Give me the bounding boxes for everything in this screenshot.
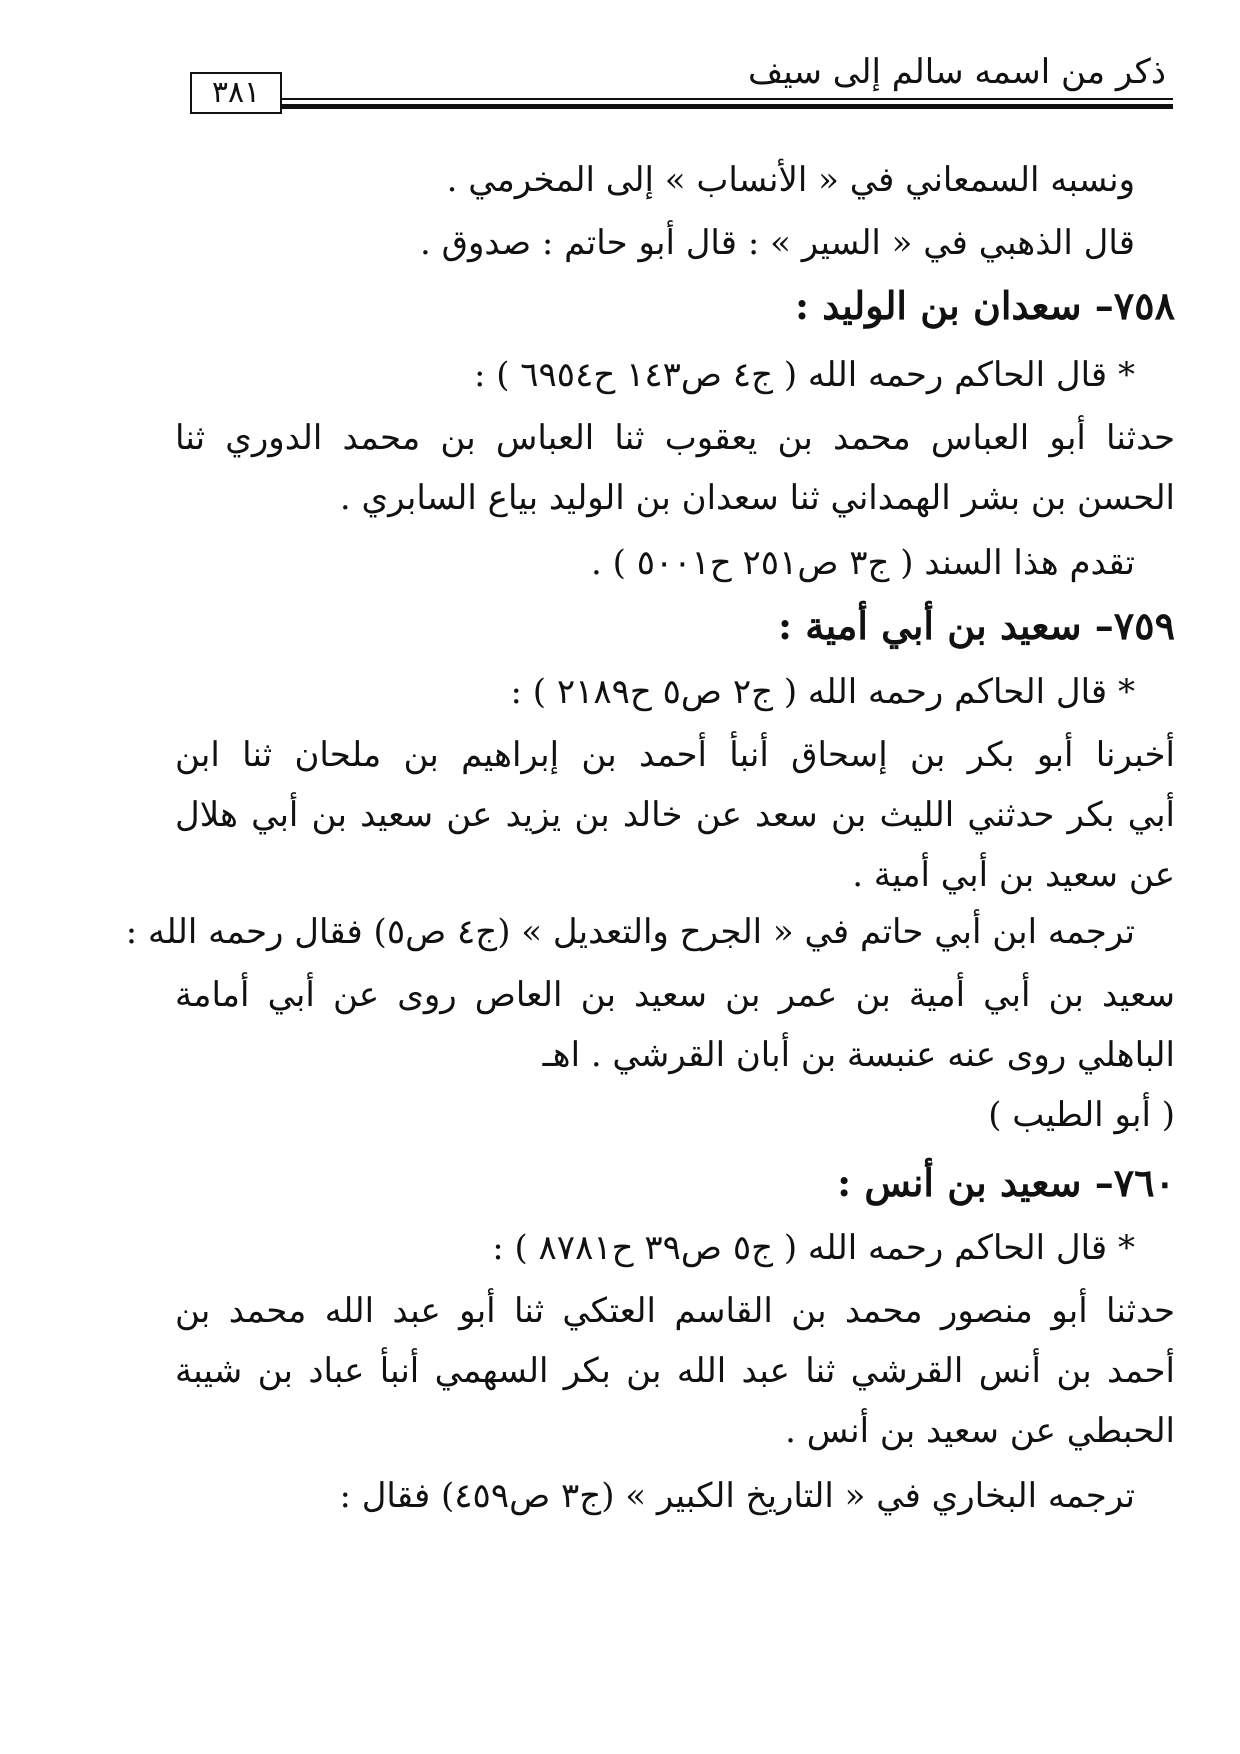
- page-number-box: ٣٨١: [190, 72, 282, 114]
- entry-heading-759: ٧٥٩– سعيد بن أبي أمية :: [777, 603, 1175, 648]
- text-line: أبي بكر حدثني الليث بن سعد عن خالد بن يزيد عن سعيد بن أبي هلال: [175, 795, 1175, 835]
- text-line: ونسبه السمعاني في « الأنساب » إلى المخرمي .: [446, 160, 1135, 200]
- text-line: سعيد بن أبي أمية بن عمر بن سعيد بن العاص روى عن أبي أمامة: [175, 975, 1175, 1015]
- text-line: حدثنا أبو منصور محمد بن القاسم العتكي ثنا أبو عبد الله محمد بن: [175, 1291, 1175, 1331]
- header-rule: [280, 98, 1173, 100]
- header-rule-thick: [280, 104, 1173, 109]
- text-line: * قال الحاكم رحمه الله ( ج٢ ص٥ ح٢١٨٩ ) :: [510, 672, 1135, 712]
- entry-heading-760: ٧٦٠– سعيد بن أنس :: [837, 1160, 1175, 1205]
- text-line: الحسن بن بشر الهمداني ثنا سعدان بن الوليد بياع السابري .: [339, 478, 1175, 518]
- running-title: ذكر من اسمه سالم إلى سيف: [748, 52, 1166, 92]
- text-line: عن سعيد بن أبي أمية .: [852, 855, 1175, 895]
- entry-heading-758: ٧٥٨– سعدان بن الوليد :: [794, 283, 1175, 328]
- text-line: * قال الحاكم رحمه الله ( ج٤ ص١٤٣ ح٦٩٥٤ ) :: [473, 355, 1135, 395]
- text-line: * قال الحاكم رحمه الله ( ج٥ ص٣٩ ح٨٧٨١ ) :: [492, 1228, 1135, 1268]
- text-line: الباهلي روى عنه عنبسة بن أبان القرشي . اهـ: [542, 1035, 1175, 1075]
- text-line: قال الذهبي في « السير » : قال أبو حاتم : صدوق .: [419, 223, 1135, 263]
- text-line: تقدم هذا السند ( ج٣ ص٢٥١ ح٥٠٠١ ) .: [591, 543, 1135, 583]
- author-note: ( أبو الطيب ): [988, 1095, 1175, 1135]
- text-line: حدثنا أبو العباس محمد بن يعقوب ثنا العباس بن محمد الدوري ثنا: [175, 418, 1175, 458]
- text-line: أخبرنا أبو بكر بن إسحاق أنبأ أحمد بن إبراهيم بن ملحان ثنا ابن: [175, 735, 1175, 775]
- text-line: ترجمه ابن أبي حاتم في « الجرح والتعديل » (ج٤ ص٥) فقال رحمه الله :: [125, 912, 1135, 952]
- text-line: ترجمه البخاري في « التاريخ الكبير » (ج٣ ص٤٥٩) فقال :: [339, 1476, 1135, 1516]
- text-line: أحمد بن أنس القرشي ثنا عبد الله بن بكر السهمي أنبأ عباد بن شيبة: [175, 1351, 1175, 1391]
- text-line: الحبطي عن سعيد بن أنس .: [785, 1411, 1175, 1451]
